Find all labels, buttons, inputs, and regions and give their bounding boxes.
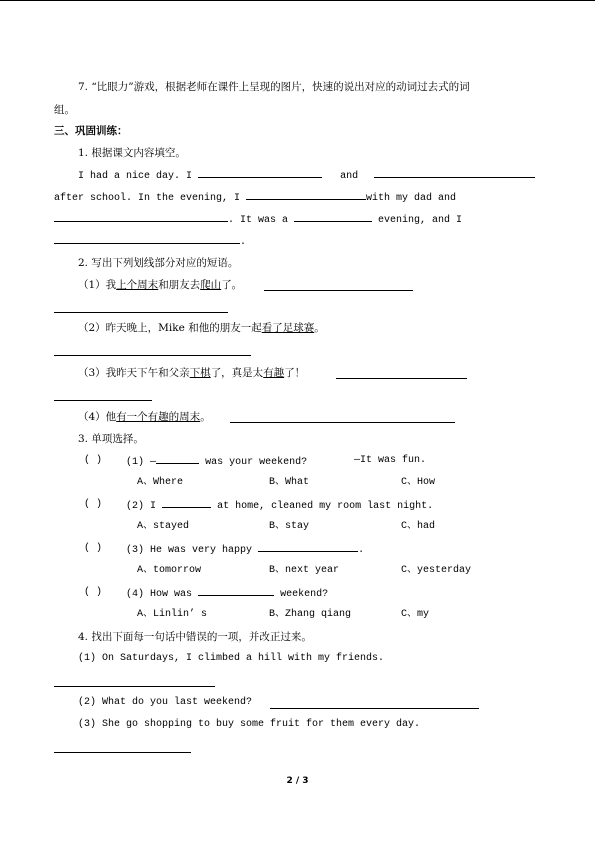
mc-2-stem-post: at home, cleaned my room last night.	[217, 501, 434, 512]
mc-1-option-a[interactable]: A、Where	[137, 477, 184, 488]
q7-line-2: 组。	[54, 104, 75, 116]
mc-3-option-a[interactable]: A、tomorrow	[137, 565, 202, 576]
part2-3-mid: 了，真是太	[210, 367, 264, 379]
mc-1-question	[126, 454, 307, 470]
part1-a-and: and	[340, 171, 359, 182]
part4-sentence-3: (3) She go shopping to buy some fruit for them every day.	[78, 719, 421, 730]
fill-blank-3[interactable]	[246, 190, 366, 200]
answer-line-4-3[interactable]	[54, 752, 191, 753]
part1-line-c	[54, 212, 462, 228]
mc-2-question	[126, 498, 433, 514]
part2-title: 2. 写出下列划线部分对应的短语。	[78, 257, 239, 269]
part2-2-post: 。	[314, 322, 325, 334]
part2-1-post: 了。	[221, 279, 243, 291]
mc-2-option-b[interactable]: B、stay	[269, 521, 310, 532]
mc-3-blank	[258, 542, 358, 552]
mc-1-option-b[interactable]: B、What	[269, 477, 310, 488]
part1-c-end: evening, and I	[378, 215, 463, 226]
mc-4-paren[interactable]: ( )	[84, 587, 103, 598]
section-3-heading: 三、巩固训练：	[54, 125, 128, 137]
part2-item-1	[78, 278, 242, 292]
part3-title: 3. 单项选择。	[78, 433, 144, 445]
mc-3-option-c[interactable]: C、yesterday	[401, 565, 472, 576]
mc-4-option-c[interactable]: C、my	[401, 609, 430, 620]
part2-3-post: 了！	[284, 367, 306, 379]
part4-sentence-1: (1) On Saturdays, I climbed a hill with my friends.	[78, 653, 385, 664]
page-top-rule	[0, 0, 595, 1]
answer-line-2-2[interactable]	[54, 355, 251, 356]
part2-1-underlined-1: 上个周末	[116, 279, 159, 291]
part2-item-4	[78, 410, 211, 424]
mc-2-number: (2)	[126, 501, 145, 512]
fill-blank-1[interactable]	[198, 168, 322, 178]
answer-line-2-1a[interactable]	[264, 290, 413, 291]
part2-1-underlined-2: 爬山	[200, 279, 222, 291]
part1-line-b	[54, 190, 456, 206]
mc-3-option-b[interactable]: B、next year	[269, 565, 340, 576]
mc-2-stem-pre: I	[150, 501, 157, 512]
part2-4-underlined-1: 有一个有趣的周末	[116, 411, 201, 423]
part2-item-2	[78, 321, 325, 335]
mc-4-stem-post: weekend?	[280, 589, 329, 600]
answer-line-2-3a[interactable]	[336, 378, 467, 379]
mc-3-stem-post: .	[358, 545, 365, 556]
answer-line-2-1b[interactable]	[54, 312, 228, 313]
part2-1-mid: 和朋友去	[158, 279, 201, 291]
answer-line-2-3b[interactable]	[54, 400, 152, 401]
part1-c-mid: . It was a	[228, 215, 289, 226]
part1-line-a	[78, 168, 535, 184]
mc-2-blank	[162, 498, 211, 508]
mc-1-stem-pre: —	[150, 457, 157, 468]
part2-2-underlined-1: 看了足球赛	[261, 322, 315, 334]
part2-3-pre: （3）我昨天下午和父亲	[78, 367, 190, 379]
fill-blank-6[interactable]	[54, 234, 240, 244]
mc-1-number: (1)	[126, 457, 145, 468]
answer-line-4-2[interactable]	[270, 708, 479, 709]
mc-4-option-b[interactable]: B、Zhang qiang	[269, 609, 352, 620]
mc-3-paren[interactable]: ( )	[84, 543, 103, 554]
part1-title: 1. 根据课文内容填空。	[78, 147, 186, 159]
answer-line-4-1[interactable]	[54, 686, 215, 687]
q7-line-1: 7. “比眼力”游戏，根据老师在课件上呈现的图片，快速的说出对应的动词过去式的词	[78, 81, 470, 93]
mc-3-number: (3)	[126, 545, 145, 556]
mc-1-option-c[interactable]: C、How	[401, 477, 436, 488]
fill-blank-4[interactable]	[54, 212, 228, 222]
mc-4-number: (4)	[126, 589, 145, 600]
part2-4-post: 。	[200, 411, 211, 423]
part2-1-pre: （1）我	[78, 279, 117, 291]
part2-2-pre: （2）昨天晚上，Mike 和他的朋友一起	[78, 322, 262, 334]
mc-1-blank	[156, 454, 199, 464]
part1-b-start: after school. In the evening, I	[54, 193, 241, 204]
mc-1-stem-post: was your weekend?	[205, 457, 308, 468]
part1-a-start: I had a nice day. I	[78, 171, 193, 182]
part4-sentence-2: (2) What do you last weekend?	[78, 697, 253, 708]
mc-2-paren[interactable]: ( )	[84, 499, 103, 510]
part2-3-underlined-2: 有趣	[263, 367, 285, 379]
mc-3-question	[126, 542, 364, 558]
mc-2-option-a[interactable]: A、stayed	[137, 521, 190, 532]
part2-4-pre: （4）他	[78, 411, 117, 423]
part2-3-underlined-1: 下棋	[189, 367, 211, 379]
part2-item-3	[78, 366, 305, 380]
part1-b-mid: with my dad and	[366, 193, 457, 204]
part4-title: 4. 找出下面每一句话中错误的一项，并改正过来。	[78, 631, 312, 643]
page-number: 2 / 3	[286, 776, 309, 786]
part1-d-end: .	[240, 237, 247, 248]
mc-4-stem-pre: How was	[150, 589, 193, 600]
mc-2-option-c[interactable]: C、had	[401, 521, 436, 532]
mc-1-paren[interactable]: ( )	[84, 455, 103, 466]
mc-1-extra: —It was fun.	[354, 455, 427, 466]
mc-4-blank	[198, 586, 274, 596]
fill-blank-5[interactable]	[294, 212, 372, 222]
answer-line-2-4[interactable]	[230, 422, 455, 423]
mc-3-stem-pre: He was very happy	[150, 545, 253, 556]
part1-line-d	[54, 234, 246, 250]
fill-blank-2[interactable]	[374, 168, 535, 178]
mc-4-option-a[interactable]: A、Linlin’ s	[137, 609, 208, 620]
mc-4-question	[126, 586, 328, 602]
